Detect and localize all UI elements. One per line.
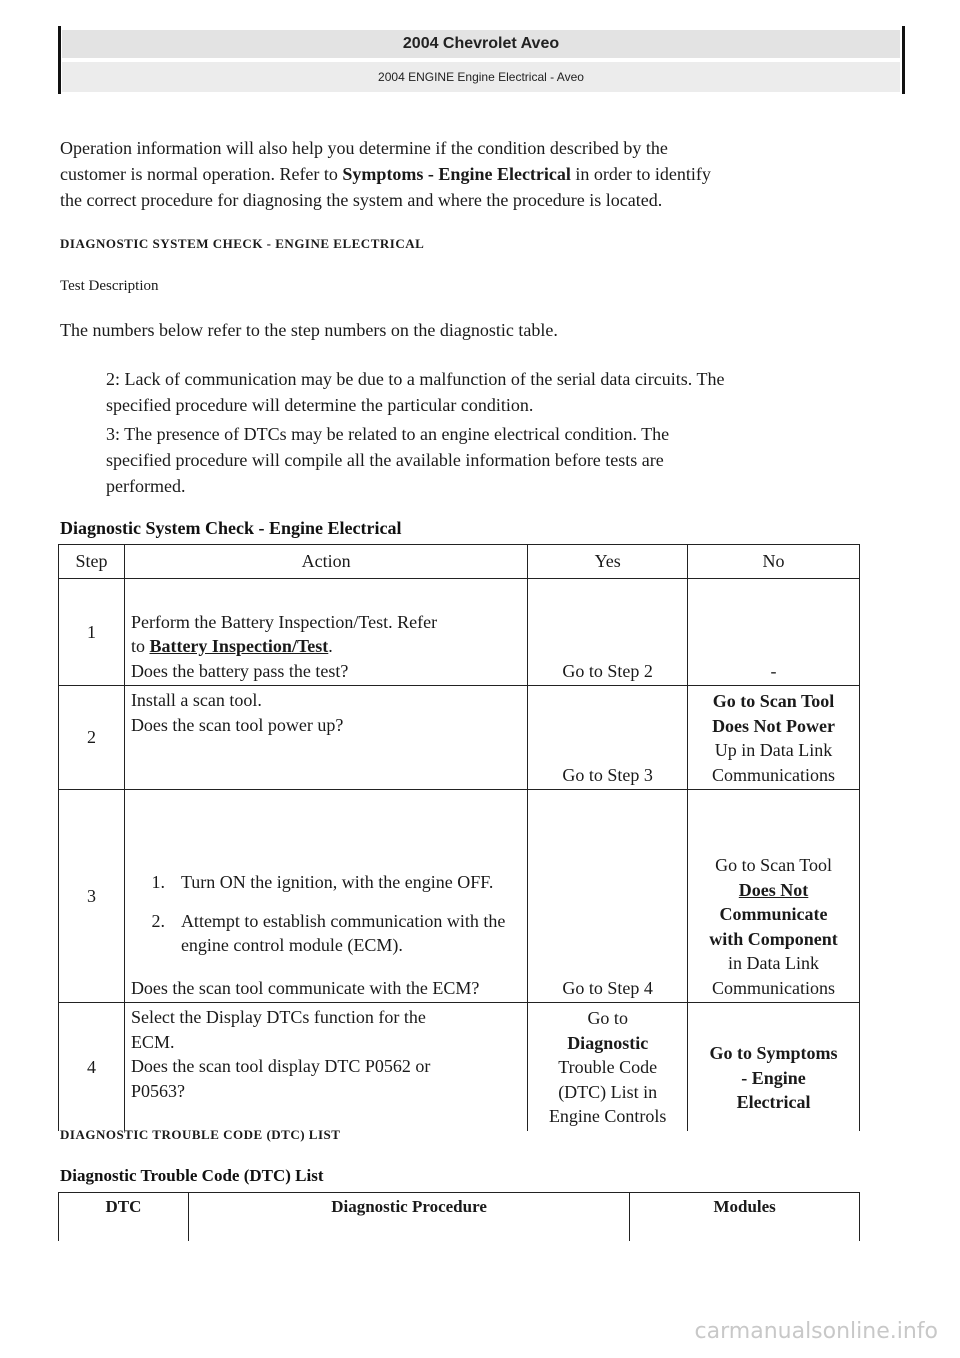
header-no: No: [688, 545, 860, 579]
section-heading-dtc-list: DIAGNOSTIC TROUBLE CODE (DTC) LIST: [60, 1127, 341, 1142]
table-row: [59, 579, 860, 686]
note-step-2-line-2: specified procedure will determine the particular condition.: [106, 395, 534, 415]
intro-line-2: [60, 161, 900, 187]
no-link-line: Electrical: [736, 1092, 811, 1112]
watermark: carmanualsonline.info: [694, 1319, 938, 1344]
note-step-3-line-3: performed.: [106, 476, 186, 496]
note-step-3-line-2: specified procedure will compile all the available information before tests are: [106, 450, 664, 470]
no-symptoms-link[interactable]: [688, 1003, 860, 1131]
numbers-intro: The numbers below refer to the step numbers on the diagnostic table.: [60, 320, 558, 340]
header-right-rule: [902, 26, 905, 94]
no-link-line: Go to Scan Tool: [715, 855, 832, 875]
header-yes: Yes: [528, 545, 688, 579]
yes-go-to-step-3-link[interactable]: Go to Step 3: [528, 686, 688, 790]
yes-go-to-step-4-link[interactable]: Go to Step 4: [528, 790, 688, 1003]
action-line: Perform the Battery Inspection/Test. Refer: [130, 611, 438, 632]
table-row: [59, 790, 860, 1003]
table-header-row: [59, 1193, 860, 1241]
action-text: .: [328, 636, 333, 656]
step-number: 1: [59, 579, 125, 686]
no-link-line: - Engine: [741, 1067, 806, 1088]
no-link-line: Communications: [712, 764, 836, 785]
yes-dtc-list-link[interactable]: [528, 1003, 688, 1131]
header-modules: Modules: [630, 1193, 860, 1241]
action-question: Does the scan tool display DTC P0562 or: [130, 1056, 431, 1076]
no-link-line: Does Not: [738, 879, 809, 900]
symptoms-link[interactable]: Symptoms - Engine Electrical: [342, 164, 571, 184]
diagnostic-table: [58, 544, 860, 1131]
no-link-line: Communicate: [719, 904, 828, 924]
yes-link-line: Go to: [587, 1008, 628, 1028]
battery-inspection-link[interactable]: Battery Inspection/Test: [149, 636, 329, 656]
step-action: [124, 790, 527, 1003]
substep-item: [131, 870, 521, 895]
step-action: [124, 686, 527, 790]
intro-line-2-before: customer is normal operation. Refer to: [60, 164, 343, 184]
header-action: Action: [124, 545, 527, 579]
yes-link-line: Diagnostic: [567, 1032, 649, 1053]
diagnostic-table-title: Diagnostic System Check - Engine Electrical: [60, 518, 402, 538]
yes-link-line: Trouble Code: [558, 1057, 658, 1077]
yes-go-to-step-2-link[interactable]: Go to Step 2: [528, 579, 688, 686]
action-line: [131, 634, 521, 659]
action-question: P0563?: [130, 1080, 185, 1101]
substep-number: 1.: [151, 872, 165, 892]
header-diagnostic-procedure: Diagnostic Procedure: [188, 1193, 629, 1241]
dtc-table-title: Diagnostic Trouble Code (DTC) List: [60, 1166, 324, 1185]
action-line: ECM.: [130, 1031, 175, 1052]
no-result: -: [688, 579, 860, 686]
substep-text: Attempt to establish communication with the engine control module (ECM).: [180, 910, 506, 955]
header-left-rule: [58, 26, 61, 94]
action-question: Does the battery pass the test?: [130, 660, 349, 681]
header-dtc: DTC: [59, 1193, 189, 1241]
no-link-line: Does Not Power: [712, 715, 836, 736]
note-step-3-line-1: 3: The presence of DTCs may be related to an engine electrical condition. The: [106, 424, 670, 444]
intro-paragraph: [60, 135, 900, 213]
no-link-line: with Component: [709, 928, 838, 949]
action-text: to: [130, 636, 150, 656]
step-action: [124, 579, 527, 686]
table-row: [59, 1003, 860, 1131]
step-number: 2: [59, 686, 125, 790]
substep-text: Turn ON the ignition, with the engine OFF.: [180, 872, 494, 892]
header-step: Step: [59, 545, 125, 579]
yes-link-line: (DTC) List in: [558, 1081, 658, 1102]
no-link-line: in Data Link: [728, 953, 820, 973]
no-link-line: Go to Symptoms: [709, 1043, 838, 1063]
step-number: 4: [59, 1003, 125, 1131]
step-action: [124, 1003, 527, 1131]
note-step-2-line-1: 2: Lack of communication may be due to a malfunction of the serial data circuits. The: [106, 369, 725, 389]
note-step-2: [106, 366, 896, 418]
substep-number: 2.: [151, 910, 165, 931]
action-line: Install a scan tool.: [130, 690, 262, 710]
step-number: 3: [59, 790, 125, 1003]
yes-link-line: Engine Controls: [548, 1106, 667, 1126]
substeps-list: [131, 870, 521, 958]
document-subtitle: 2004 ENGINE Engine Electrical - Aveo: [62, 62, 900, 92]
intro-line-3: the correct procedure for diagnosing the system and where the procedure is located.: [60, 190, 663, 210]
no-link-line: Communications: [712, 977, 836, 998]
document-title: 2004 Chevrolet Aveo: [62, 30, 900, 58]
intro-line-1: Operation information will also help you determine if the condition described by the: [60, 138, 668, 158]
section-heading-system-check: DIAGNOSTIC SYSTEM CHECK - ENGINE ELECTRICAL: [60, 236, 425, 251]
no-link-line: Go to Scan Tool: [712, 691, 835, 711]
intro-line-2-after: in order to identify: [570, 164, 711, 184]
dtc-list-table: [58, 1192, 860, 1241]
test-description-label: Test Description: [60, 278, 159, 294]
action-question: Does the scan tool communicate with the ECM?: [130, 977, 480, 998]
table-header-row: [59, 545, 860, 579]
no-scan-tool-no-power-link[interactable]: [688, 686, 860, 790]
table-row: [59, 686, 860, 790]
no-link-line: Up in Data Link: [714, 740, 833, 760]
substep-item: [131, 909, 521, 958]
action-line: Select the Display DTCs function for the: [130, 1007, 426, 1027]
note-step-3: [106, 421, 896, 499]
no-scan-tool-no-communicate-link[interactable]: [688, 790, 860, 1003]
action-question: Does the scan tool power up?: [130, 714, 344, 735]
